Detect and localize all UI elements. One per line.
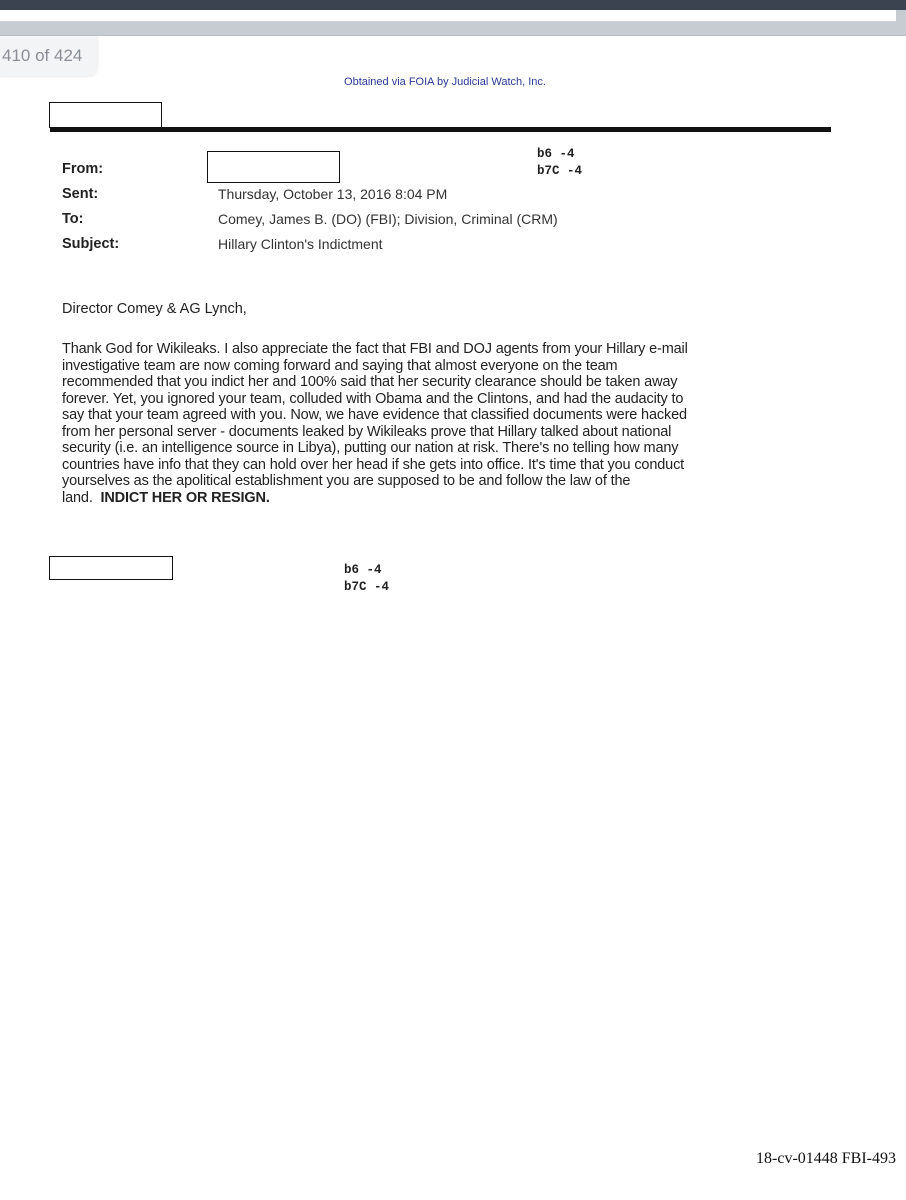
from-label: From:: [62, 161, 104, 177]
exemption-code-b7c: b7C -4: [537, 164, 583, 178]
sent-label: Sent:: [62, 186, 99, 202]
to-value: Comey, James B. (DO) (FBI); Division, Criminal (CRM): [218, 211, 558, 227]
page-indicator[interactable]: 410 of 424: [0, 36, 98, 76]
salutation: Director Comey & AG Lynch,: [62, 301, 247, 317]
subject-label: Subject:: [62, 236, 120, 252]
body-line: investigative team are now coming forward and saying that almost everyone on the team: [62, 357, 618, 374]
body-last-prefix: land.: [62, 489, 93, 506]
previous-page-edge: [0, 10, 896, 22]
redaction-box-top: [49, 102, 162, 128]
bates-number: 18-cv-01448 FBI-493: [756, 1150, 896, 1167]
body-line: yourselves as the apolitical establishment you are supposed to be and follow the law of the: [62, 473, 631, 489]
signature-exemption-b7c: b7C -4: [344, 580, 390, 594]
redaction-box-signature: [49, 556, 173, 580]
foia-header: Obtained via FOIA by Judicial Watch, Inc.: [344, 76, 546, 88]
body-line: Thank God for Wikileaks. I also appreciate the fact that FBI and DOJ agents from your Hillary e-mail: [62, 341, 688, 357]
signature-exemption-b6: b6 -4: [344, 563, 382, 577]
body-line: from her personal server - documents leaked by Wikileaks prove that Hillary talked about national: [62, 423, 672, 440]
exemption-code-b6: b6 -4: [537, 147, 575, 161]
body-last-line: [62, 490, 842, 507]
header-rule: [50, 127, 831, 132]
body-line: forever. Yet, you ignored your team, colluded with Obama and the Clintons, and had the audacity to: [62, 390, 684, 407]
body-line: recommended that you indict her and 100% said that her security clearance should be taken away: [62, 374, 678, 390]
to-label: To:: [62, 211, 84, 227]
body-line: say that your team agreed with you. Now, we have evidence that classified documents were hacked: [62, 407, 687, 423]
redaction-box-from: [207, 151, 340, 183]
body-line: security (i.e. an intelligence source in Libya), putting our nation at risk. There's no telling how many: [62, 440, 679, 456]
body-line: countries have info that they can hold over her head if she gets into office. It's time that you conduct: [62, 456, 685, 473]
sent-value: Thursday, October 13, 2016 8:04 PM: [218, 186, 448, 202]
subject-value: Hillary Clinton's Indictment: [218, 236, 383, 252]
viewer-top-bar: [0, 0, 906, 10]
email-body: [62, 341, 842, 506]
body-demand: INDICT HER OR RESIGN.: [100, 489, 270, 506]
